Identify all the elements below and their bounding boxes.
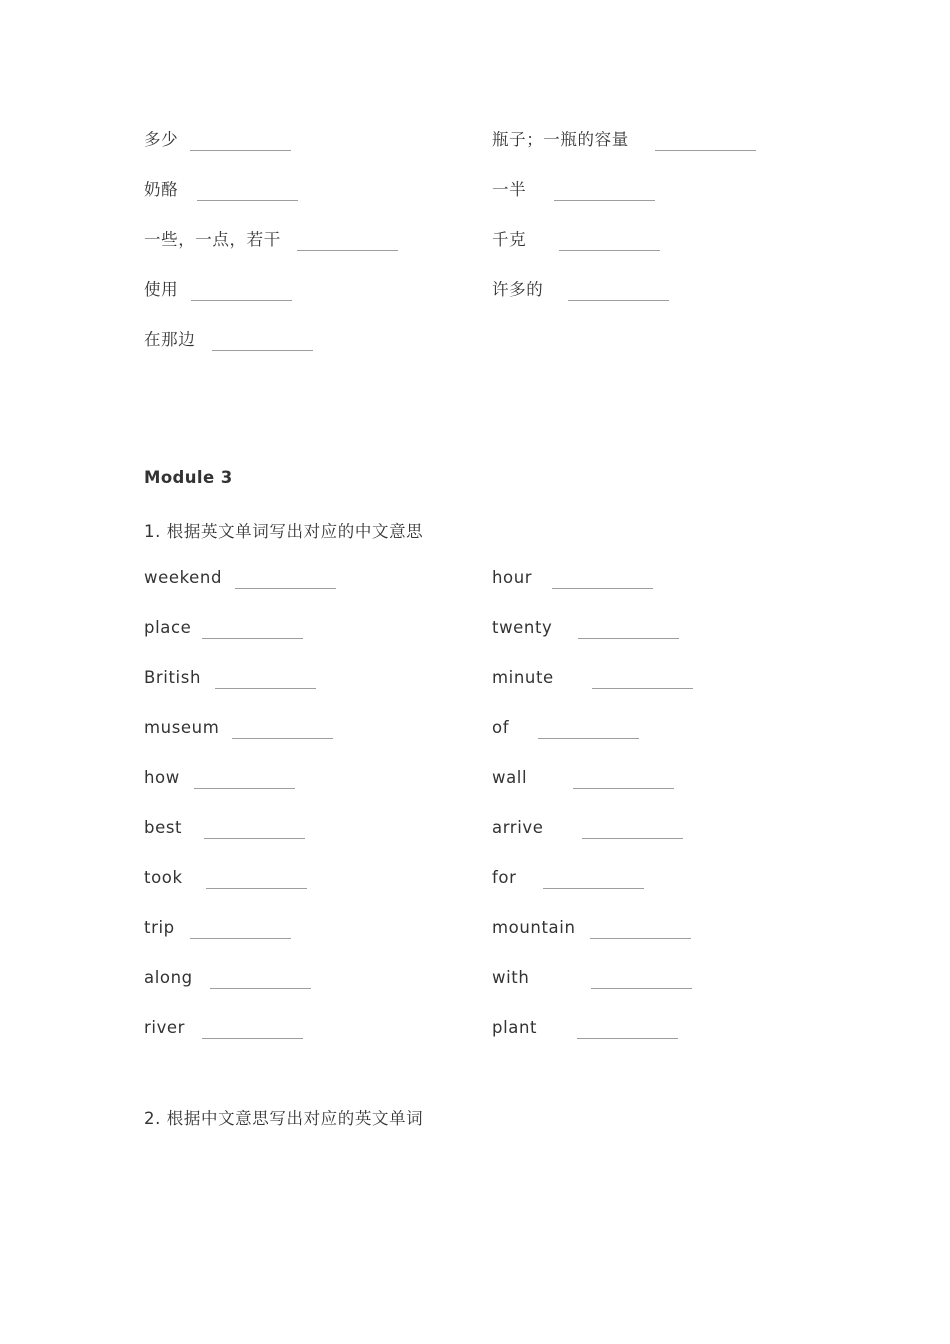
- answer-blank[interactable]: [552, 588, 653, 589]
- vocab-word: hour: [492, 568, 533, 587]
- answer-blank[interactable]: [543, 888, 644, 889]
- vocab-item: [144, 130, 291, 154]
- vocab-item: [144, 1018, 303, 1042]
- vocab-word: 多少: [144, 130, 179, 149]
- vocab-item: [144, 280, 292, 304]
- vocab-item: [144, 918, 291, 942]
- answer-blank[interactable]: [577, 1038, 678, 1039]
- vocab-item: [492, 280, 669, 304]
- vocab-word: plant: [492, 1018, 538, 1037]
- answer-blank[interactable]: [578, 638, 679, 639]
- answer-blank[interactable]: [559, 250, 660, 251]
- answer-blank[interactable]: [202, 1038, 303, 1039]
- vocab-item: [492, 180, 655, 204]
- part2-instruction: 2. 根据中文意思写出对应的英文单词: [144, 1109, 424, 1128]
- vocab-word: 在那边: [144, 330, 196, 349]
- vocab-item: [144, 230, 398, 254]
- vocab-item: [492, 718, 639, 742]
- vocab-word: for: [492, 868, 517, 887]
- vocab-item: [144, 868, 307, 892]
- answer-blank[interactable]: [190, 938, 291, 939]
- vocab-item: [492, 1018, 678, 1042]
- vocab-item: [492, 818, 683, 842]
- vocab-item: [492, 130, 756, 154]
- answer-blank[interactable]: [190, 150, 291, 151]
- vocab-word: of: [492, 718, 510, 737]
- answer-blank[interactable]: [210, 988, 311, 989]
- vocab-item: [144, 618, 303, 642]
- vocab-item: [144, 718, 333, 742]
- answer-blank[interactable]: [592, 688, 693, 689]
- vocab-word: 瓶子；一瓶的容量: [492, 130, 629, 149]
- vocab-word: 一些，一点，若干: [144, 230, 281, 249]
- vocab-item: [492, 768, 674, 792]
- vocab-word: 千克: [492, 230, 527, 249]
- vocab-item: [144, 668, 316, 692]
- vocab-word: arrive: [492, 818, 544, 837]
- answer-blank[interactable]: [538, 738, 639, 739]
- vocab-item: [144, 968, 311, 992]
- vocab-word: trip: [144, 918, 175, 937]
- vocab-word: weekend: [144, 568, 223, 587]
- answer-blank[interactable]: [232, 738, 333, 739]
- vocab-item: [492, 618, 679, 642]
- answer-blank[interactable]: [215, 688, 316, 689]
- answer-blank[interactable]: [573, 788, 674, 789]
- vocab-word: wall: [492, 768, 528, 787]
- vocab-word: with: [492, 968, 530, 987]
- vocab-word: place: [144, 618, 192, 637]
- vocab-word: mountain: [492, 918, 576, 937]
- vocab-item: [144, 768, 295, 792]
- answer-blank[interactable]: [582, 838, 683, 839]
- vocab-word: best: [144, 818, 183, 837]
- vocab-word: along: [144, 968, 193, 987]
- answer-blank[interactable]: [191, 300, 292, 301]
- vocab-word: 使用: [144, 280, 179, 299]
- answer-blank[interactable]: [202, 638, 303, 639]
- answer-blank[interactable]: [206, 888, 307, 889]
- module-title: Module 3: [144, 468, 233, 487]
- vocab-item: [492, 568, 653, 592]
- answer-blank[interactable]: [204, 838, 305, 839]
- vocab-item: [492, 230, 660, 254]
- answer-blank[interactable]: [568, 300, 669, 301]
- answer-blank[interactable]: [297, 250, 398, 251]
- answer-blank[interactable]: [655, 150, 756, 151]
- answer-blank[interactable]: [235, 588, 336, 589]
- answer-blank[interactable]: [197, 200, 298, 201]
- answer-blank[interactable]: [212, 350, 313, 351]
- answer-blank[interactable]: [590, 938, 691, 939]
- vocab-word: 奶酪: [144, 180, 179, 199]
- vocab-word: river: [144, 1018, 186, 1037]
- vocab-item: [144, 180, 298, 204]
- vocab-item: [144, 330, 313, 354]
- vocab-word: museum: [144, 718, 220, 737]
- vocab-word: 一半: [492, 180, 527, 199]
- vocab-word: British: [144, 668, 201, 687]
- answer-blank[interactable]: [194, 788, 295, 789]
- vocab-item: [492, 968, 692, 992]
- vocab-word: twenty: [492, 618, 553, 637]
- vocab-item: [492, 918, 691, 942]
- vocab-item: [492, 668, 693, 692]
- vocab-word: took: [144, 868, 183, 887]
- vocab-item: [144, 568, 336, 592]
- answer-blank[interactable]: [591, 988, 692, 989]
- answer-blank[interactable]: [554, 200, 655, 201]
- part1-instruction: 1. 根据英文单词写出对应的中文意思: [144, 522, 424, 541]
- vocab-word: minute: [492, 668, 554, 687]
- vocab-item: [492, 868, 644, 892]
- vocab-item: [144, 818, 305, 842]
- vocab-word: 许多的: [492, 280, 544, 299]
- vocab-word: how: [144, 768, 180, 787]
